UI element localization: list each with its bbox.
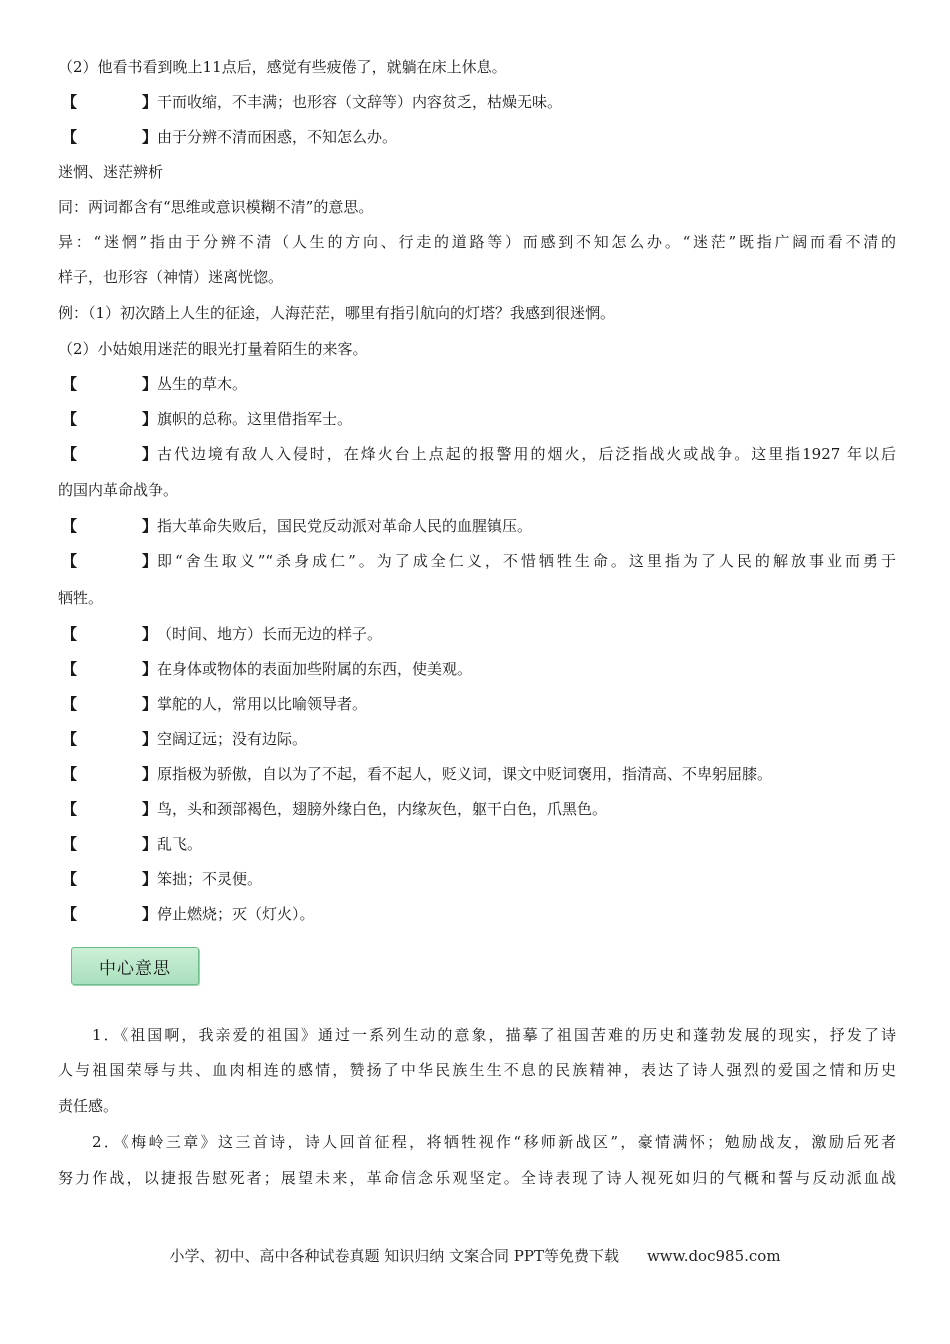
close-bracket: 】: [142, 93, 158, 111]
yi-line-2: 样子，也形容（神情）迷离恍惚。: [58, 268, 284, 286]
summary-p1-line-3: 责任感。: [58, 1097, 119, 1115]
open-bracket: 【: [62, 517, 78, 535]
close-bracket: 】: [142, 552, 158, 570]
close-bracket: 】: [142, 835, 158, 853]
vocab-definition: 古代边境有敌人入侵时，在烽火台上点起的报警用的烟火，后泛指战火或战争。这里指1927 年以后: [157, 445, 896, 463]
close-bracket: 】: [142, 517, 158, 535]
close-bracket: 】: [142, 730, 158, 748]
vocab-definition: 在身体或物体的表面加些附属的东西，使美观。: [157, 660, 473, 678]
vocab-definition: 乱飞。: [157, 835, 203, 853]
open-bracket: 【: [62, 375, 78, 393]
open-bracket: 【: [62, 93, 78, 111]
page-footer: [0, 1245, 950, 1266]
summary-p2-line-2: 努力作战，以捷报告慰死者；展望未来，革命信念乐观坚定。全诗表现了诗人视死如归的气概和誓与反动派血战: [58, 1169, 896, 1187]
vocab-definition: 停止燃烧；灭（灯火）。: [157, 905, 315, 923]
summary-p1-line-1: 1．《祖国啊，我亲爱的祖国》通过一系列生动的意象，描摹了祖国苦难的历史和蓬勃发展的现实，抒发了诗: [92, 1026, 896, 1044]
close-bracket: 】: [142, 660, 158, 678]
vocab-definition: 旗帜的总称。这里借指军士。: [157, 410, 353, 428]
vocab-definition: 干而收缩，不丰满；也形容（文辞等）内容贫乏，枯燥无味。: [157, 93, 563, 111]
close-bracket: 】: [142, 128, 158, 146]
summary-p1-line-2: 人与祖国荣辱与共、血肉相连的感情，赞扬了中华民族生生不息的民族精神，表达了诗人强烈的爱国之情和历史: [58, 1061, 896, 1079]
vocab-definition: 空阔辽远；没有边际。: [157, 730, 308, 748]
open-bracket: 【: [62, 800, 78, 818]
vocab-definition: 丛生的草木。: [157, 375, 248, 393]
open-bracket: 【: [62, 445, 78, 463]
open-bracket: 【: [62, 660, 78, 678]
vocab-definition-continued: 牺牲。: [58, 589, 104, 607]
close-bracket: 】: [142, 800, 158, 818]
open-bracket: 【: [62, 905, 78, 923]
close-bracket: 】: [142, 765, 158, 783]
tong-line: 同：两词都含有“思维或意识模糊不清”的意思。: [58, 198, 374, 216]
footer-text: 小学、初中、高中各种试卷真题 知识归纳 文案合同 PPT等免费下载: [169, 1247, 619, 1265]
section-header-badge: 中心意思: [71, 947, 199, 985]
vocab-definition: 指大革命失败后，国民党反动派对革命人民的血腥镇压。: [157, 517, 533, 535]
open-bracket: 【: [62, 870, 78, 888]
example-line-2: （2）小姑娘用迷茫的眼光打量着陌生的来客。: [58, 340, 368, 358]
vocab-definition: 由于分辨不清而困惑，不知怎么办。: [157, 128, 398, 146]
vocab-definition: 鸟，头和颈部褐色，翅膀外缘白色，内缘灰色，躯干白色，爪黑色。: [157, 800, 608, 818]
yi-line-1: 异：“迷惘”指由于分辨不清（人生的方向、行走的道路等）而感到不知怎么办。“迷茫”既指广阔而看不清的: [58, 233, 896, 251]
open-bracket: 【: [62, 625, 78, 643]
vocab-definition: 原指极为骄傲，自以为了不起，看不起人，贬义词，课文中贬词褒用，指清高、不卑躬屈膝。: [157, 765, 773, 783]
open-bracket: 【: [62, 410, 78, 428]
summary-p2-line-1: 2．《梅岭三章》这三首诗，诗人回首征程，将牺牲视作“移师新战区”，豪情满怀；勉励战友，激励后死者: [92, 1133, 896, 1151]
close-bracket: 】: [142, 445, 158, 463]
close-bracket: 】: [142, 905, 158, 923]
open-bracket: 【: [62, 695, 78, 713]
close-bracket: 】: [142, 375, 158, 393]
vocab-definition: （时间、地方）长而无边的样子。: [157, 625, 383, 643]
open-bracket: 【: [62, 552, 78, 570]
vocab-definition: 笨拙；不灵便。: [157, 870, 263, 888]
close-bracket: 】: [142, 410, 158, 428]
bianxi-title: 迷惘、迷茫辨析: [58, 163, 164, 181]
open-bracket: 【: [62, 765, 78, 783]
footer-site-link[interactable]: www.doc985.com: [646, 1247, 781, 1265]
vocab-definition: 即“舍生取义”“杀身成仁”。为了成全仁义，不惜牺牲生命。这里指为了人民的解放事业而勇于: [157, 552, 896, 570]
open-bracket: 【: [62, 835, 78, 853]
example-line-1: 例：（1）初次踏上人生的征途，人海茫茫，哪里有指引航向的灯塔？我感到很迷惘。: [58, 304, 616, 322]
close-bracket: 】: [142, 870, 158, 888]
close-bracket: 】: [142, 625, 158, 643]
vocab-definition-continued: 的国内革命战争。: [58, 481, 179, 499]
open-bracket: 【: [62, 128, 78, 146]
example-sentence-2: （2）他看书看到晚上11点后，感觉有些疲倦了，就躺在床上休息。: [58, 58, 507, 76]
open-bracket: 【: [62, 730, 78, 748]
close-bracket: 】: [142, 695, 158, 713]
vocab-definition: 掌舵的人，常用以比喻领导者。: [157, 695, 368, 713]
